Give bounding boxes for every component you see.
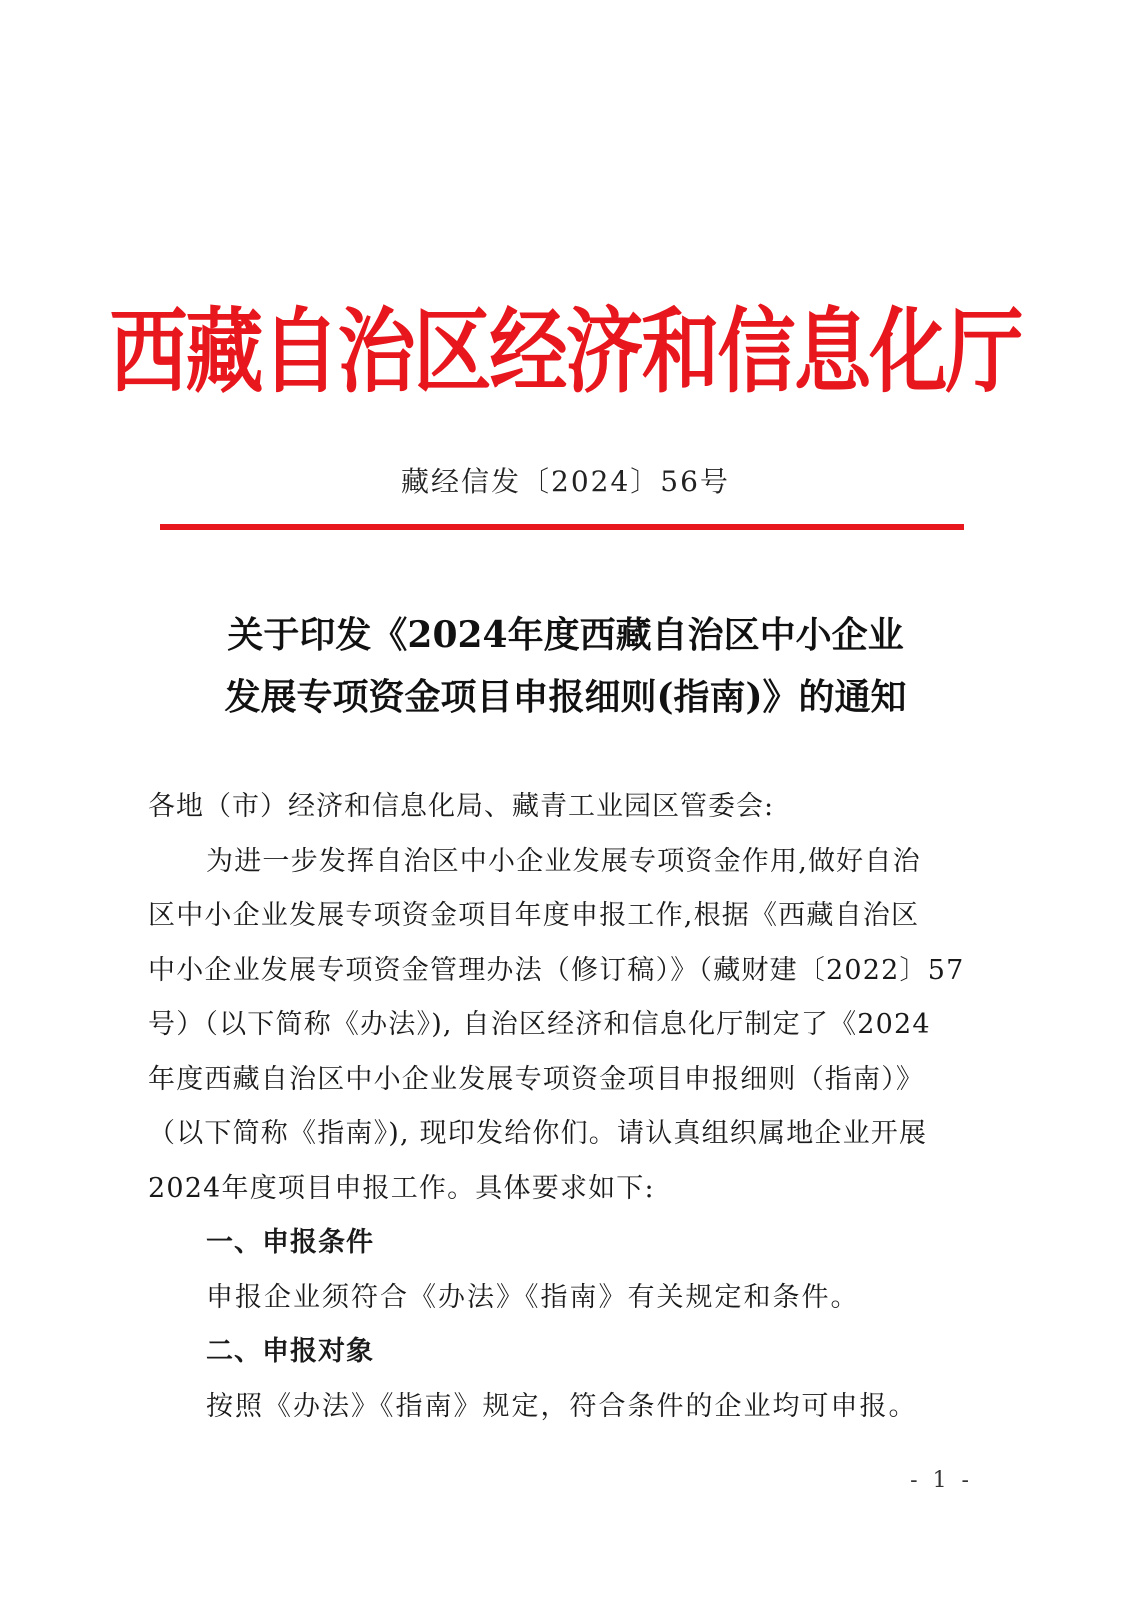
salutation: 各地（市）经济和信息化局、藏青工业园区管委会: xyxy=(148,791,775,822)
intro-line-4: 号）（以下简称《办法》), 自治区经济和信息化厅制定了《2024 xyxy=(148,1009,931,1040)
title-line-1: 关于印发《2024年度西藏自治区中小企业 xyxy=(227,614,904,656)
intro-line-5: 年度西藏自治区中小企业发展专项资金项目申报细则（指南）》 xyxy=(148,1063,925,1095)
section-heading-targets: 二、申报对象 xyxy=(206,1336,374,1367)
intro-line-6: （以下简称《指南》), 现印发给你们。请认真组织属地企业开展 xyxy=(148,1118,928,1149)
document-title xyxy=(60,604,1071,728)
page-number: - 1 - xyxy=(910,1468,973,1493)
intro-line-3: 中小企业发展专项资金管理办法（修订稿）》（藏财建〔2022〕57 xyxy=(148,954,965,986)
issuer-masthead: 西藏自治区经济和信息化厅 xyxy=(109,298,1022,406)
section-text-targets: 按照《办法》《指南》规定，符合条件的企业均可申报。 xyxy=(206,1390,918,1422)
section-text-conditions: 申报企业须符合《办法》《指南》有关规定和条件。 xyxy=(206,1281,860,1313)
document-number: 藏经信发〔2024〕56号 xyxy=(401,465,730,498)
intro-line-2: 区中小企业发展专项资金项目年度申报工作,根据《西藏自治区 xyxy=(148,900,920,931)
document-body xyxy=(148,780,978,1434)
intro-line-7: 2024年度项目申报工作。具体要求如下: xyxy=(148,1172,655,1204)
intro-line-1: 为进一步发挥自治区中小企业发展专项资金作用,做好自治 xyxy=(206,845,921,877)
red-divider-line xyxy=(160,524,964,530)
section-heading-conditions: 一、申报条件 xyxy=(206,1227,374,1258)
title-line-2: 发展专项资金项目申报细则(指南)》的通知 xyxy=(224,676,907,718)
